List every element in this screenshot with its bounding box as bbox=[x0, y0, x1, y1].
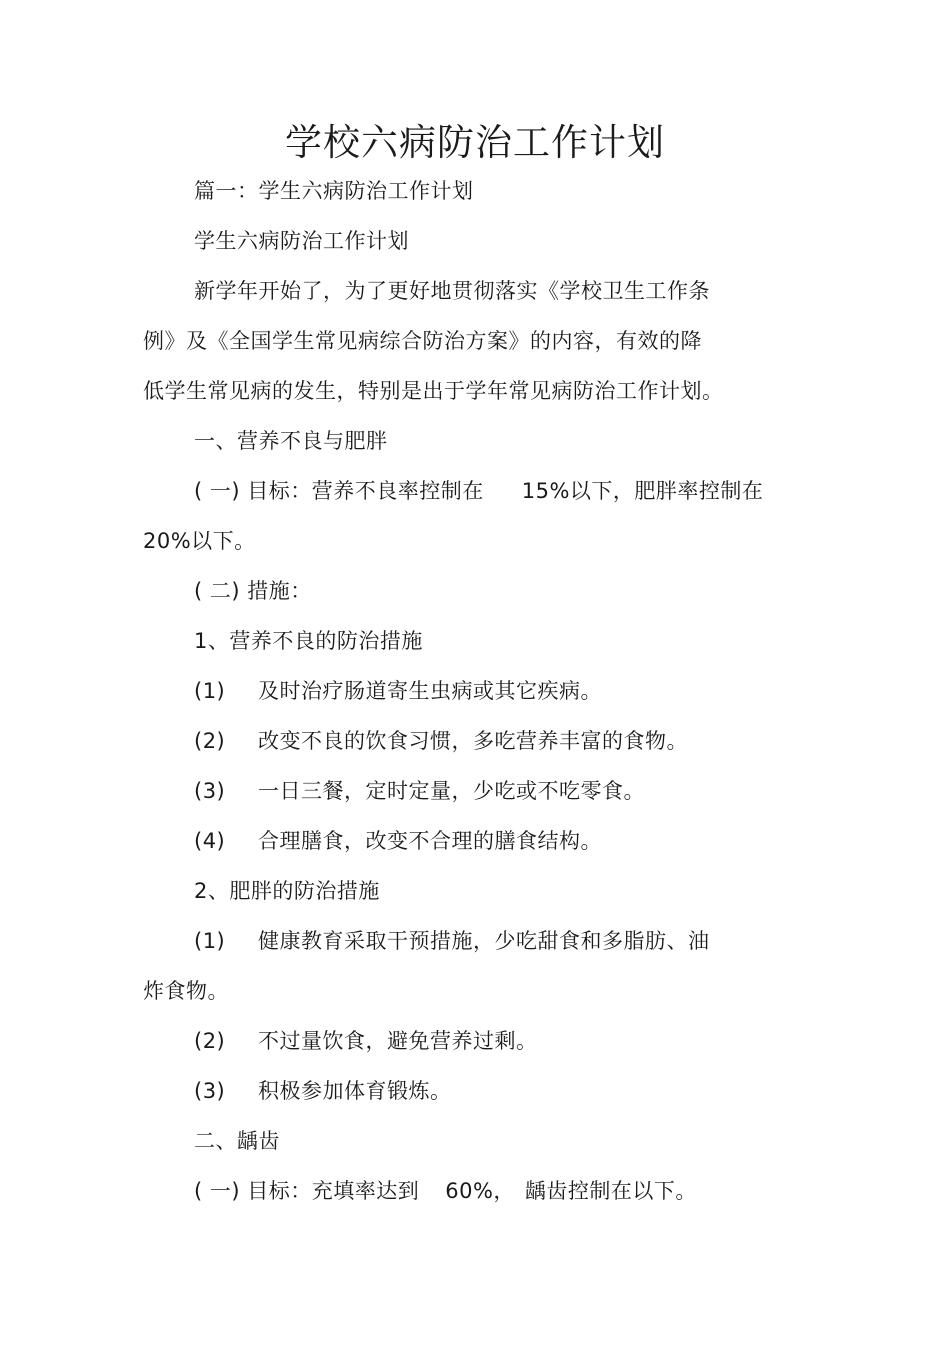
list-number: (2) bbox=[194, 729, 226, 753]
list-number: (2) bbox=[194, 1029, 226, 1053]
paragraph-line: 炸食物。 bbox=[143, 979, 229, 1003]
goal-label: ( 一) 目标：充填率达到 bbox=[194, 1179, 420, 1203]
list-number: (4) bbox=[194, 829, 226, 853]
list-text: 积极参加体育锻炼。 bbox=[258, 1079, 452, 1103]
list-item bbox=[194, 826, 602, 856]
subtitle: 学生六病防治工作计划 bbox=[194, 229, 409, 253]
list-text: 不过量饮食，避免营养过剩。 bbox=[258, 1029, 538, 1053]
section-heading: 一、营养不良与肥胖 bbox=[194, 429, 388, 453]
list-number: (3) bbox=[194, 1079, 226, 1103]
list-text: 合理膳食，改变不合理的膳食结构。 bbox=[258, 829, 602, 853]
document-title: 学校六病防治工作计划 bbox=[285, 121, 665, 164]
list-item bbox=[194, 776, 645, 806]
list-item bbox=[194, 926, 710, 956]
goal-text: 龋齿控制在以下。 bbox=[524, 1179, 697, 1203]
subsection-heading: 1、营养不良的防治措施 bbox=[194, 629, 423, 653]
section-heading: 二、龋齿 bbox=[194, 1129, 280, 1153]
list-number: (3) bbox=[194, 779, 226, 803]
paragraph-line: 低学生常见病的发生，特别是出于学年常见病防治工作计划。 bbox=[143, 379, 724, 403]
paragraph-line: 20%以下。 bbox=[143, 529, 256, 553]
list-item bbox=[194, 726, 688, 756]
subsection-heading: 2、肥胖的防治措施 bbox=[194, 879, 380, 903]
paragraph-line bbox=[194, 1176, 697, 1206]
list-text: 一日三餐，定时定量，少吃或不吃零食。 bbox=[258, 779, 645, 803]
list-item bbox=[194, 676, 602, 706]
list-number: (1) bbox=[194, 929, 226, 953]
list-text: 健康教育采取干预措施，少吃甜食和多脂肪、油 bbox=[258, 929, 710, 953]
list-text: 改变不良的饮食习惯，多吃营养丰富的食物。 bbox=[258, 729, 688, 753]
list-item bbox=[194, 1026, 538, 1056]
goal-label: ( 一) 目标：营养不良率控制在 bbox=[194, 479, 484, 503]
list-text: 及时治疗肠道寄生虫病或其它疾病。 bbox=[258, 679, 602, 703]
list-item bbox=[194, 1076, 452, 1106]
section-heading: 篇一：学生六病防治工作计划 bbox=[194, 179, 474, 203]
paragraph-line: 例》及《全国学生常见病综合防治方案》的内容，有效的降 bbox=[143, 329, 702, 353]
paragraph-line: 新学年开始了，为了更好地贯彻落实《学校卫生工作条 bbox=[194, 279, 710, 303]
goal-value: 60%， bbox=[445, 1179, 515, 1203]
goal-value: 15%以下，肥胖率控制在 bbox=[521, 479, 764, 503]
subsection-heading: ( 二) 措施： bbox=[194, 579, 312, 603]
list-number: (1) bbox=[194, 679, 226, 703]
paragraph-line bbox=[194, 476, 763, 506]
